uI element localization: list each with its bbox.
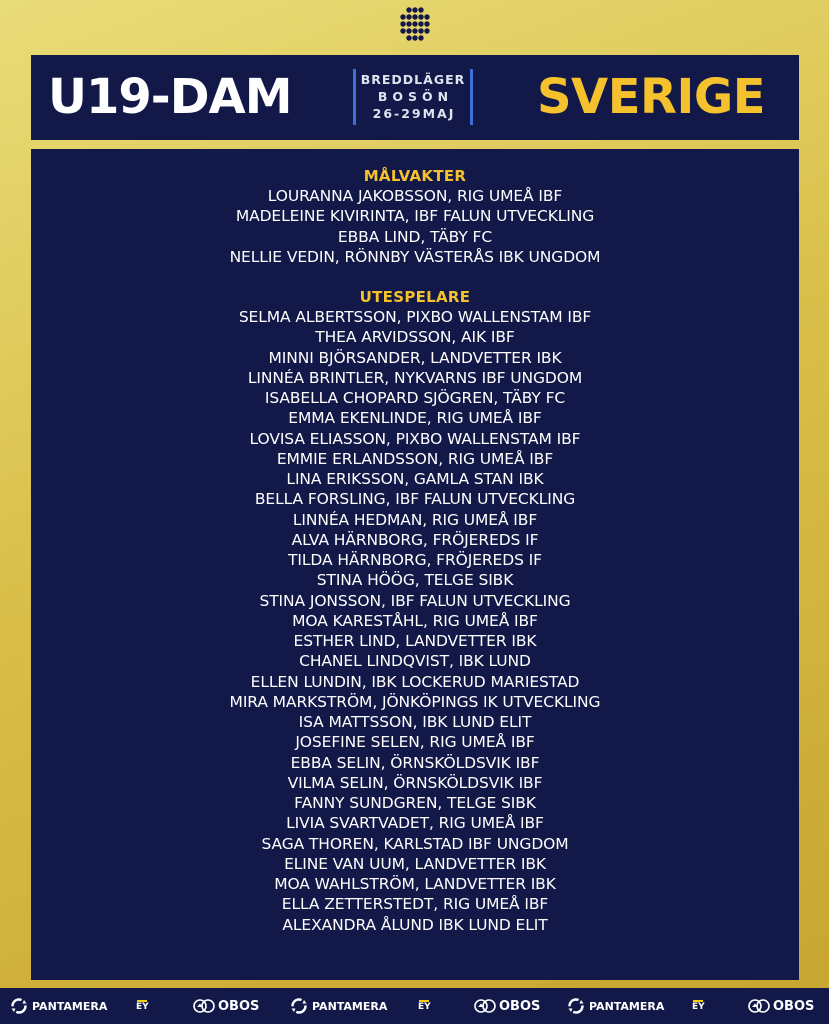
player-row: ALVA HÄRNBORG, FRÖJEREDS IF <box>291 530 539 549</box>
player-row: LINNÉA HEDMAN, RIG UMEÅ IBF <box>292 510 538 529</box>
player-row: EBBA LIND, TÄBY FC <box>337 227 493 246</box>
player-row: STINA JONSSON, IBF FALUN UTVECKLING <box>259 591 571 610</box>
sponsor-label: OBOS <box>773 998 815 1014</box>
player-row: LOURANNA JAKOBSSON, RIG UMEÅ IBF <box>267 187 563 205</box>
player-row: MIRA MARKSTRÖM, JÖNKÖPINGS IK UTVECKLING <box>229 692 601 711</box>
sponsor-label: OBOS <box>499 998 541 1014</box>
player-row: SAGA THOREN, KARLSTAD IBF UNGDOM <box>261 834 569 853</box>
player-row: ESTHER LIND, LANDVETTER IBK <box>293 632 537 650</box>
recycle-arrows-icon <box>567 997 585 1015</box>
sponsor-label: EY <box>136 1002 149 1012</box>
sponsor-pantamera <box>290 988 387 1024</box>
player-row: ISABELLA CHOPARD SJÖGREN, TÄBY FC <box>264 389 566 407</box>
obos-house-icon <box>474 998 496 1014</box>
player-row: CHANEL LINDQVIST, IBK LUND <box>299 652 531 671</box>
player-row: SELMA ALBERTSSON, PIXBO WALLENSTAM IBF <box>238 308 592 326</box>
sponsor-obos <box>748 988 814 1024</box>
sponsor-label: OBOS <box>218 998 260 1014</box>
player-row: THEA ARVIDSSON, AIK IBF <box>315 328 515 347</box>
country-title: SVERIGE <box>536 69 765 125</box>
player-row: EMMIE ERLANDSSON, RIG UMEÅ IBF <box>276 449 554 468</box>
sponsor-ey <box>136 988 149 1024</box>
sponsor-label: EY <box>418 1002 431 1012</box>
camp-location: BOSÖN <box>377 89 454 104</box>
floorball-logo-icon <box>396 4 434 44</box>
sponsor-footer <box>0 988 829 1024</box>
obos-house-icon <box>748 998 770 1014</box>
camp-info <box>353 69 473 125</box>
recycle-arrows-icon <box>290 997 308 1015</box>
recycle-arrows-icon <box>10 997 28 1015</box>
sponsor-ey <box>692 988 705 1024</box>
player-row: ISA MATTSSON, IBK LUND ELIT <box>298 713 532 731</box>
player-row: LINA ERIKSSON, GAMLA STAN IBK <box>286 470 544 488</box>
player-row: VILMA SELIN, ÖRNSKÖLDSVIK IBF <box>287 773 543 792</box>
player-row: LIVIA SVARTVADET, RIG UMEÅ IBF <box>286 814 544 833</box>
player-row: EBBA SELIN, ÖRNSKÖLDSVIK IBF <box>290 753 540 772</box>
header-banner <box>31 55 799 140</box>
sponsor-obos <box>193 988 259 1024</box>
player-row: LOVISA ELIASSON, PIXBO WALLENSTAM IBF <box>249 429 581 448</box>
sponsor-pantamera <box>567 988 664 1024</box>
camp-name: BREDDLÄGER <box>360 72 466 87</box>
goalkeepers-list <box>31 186 799 267</box>
player-row: LINNÉA BRINTLER, NYKVARNS IBF UNGDOM <box>247 368 583 387</box>
player-row: STINA HÖÖG, TELGE SIBK <box>316 571 514 590</box>
roster-panel <box>31 149 799 980</box>
player-row: ALEXANDRA ÅLUND IBK LUND ELIT <box>282 915 548 934</box>
player-row: MOA KARESTÅHL, RIG UMEÅ IBF <box>292 611 538 630</box>
sponsor-label: PANTAMERA <box>589 999 665 1013</box>
player-row: NELLIE VEDIN, RÖNNBY VÄSTERÅS IBK UNGDOM <box>229 247 601 266</box>
player-row: FANNY SUNDGREN, TELGE SIBK <box>294 794 536 812</box>
obos-house-icon <box>193 998 215 1014</box>
sponsor-ey <box>418 988 431 1024</box>
sponsor-label: EY <box>692 1002 705 1012</box>
outfield-heading: UTESPELARE <box>359 288 471 306</box>
player-row: ELLA ZETTERSTEDT, RIG UMEÅ IBF <box>281 895 549 914</box>
player-row: BELLA FORSLING, IBF FALUN UTVECKLING <box>254 490 576 509</box>
sponsor-label: PANTAMERA <box>312 999 388 1013</box>
goalkeepers-heading: MÅLVAKTER <box>363 167 467 185</box>
player-row: MINNI BJÖRSANDER, LANDVETTER IBK <box>268 348 562 367</box>
camp-dates: 26-29MAJ <box>372 106 456 121</box>
player-row: ELINE VAN UUM, LANDVETTER IBK <box>284 854 546 873</box>
sponsor-pantamera <box>10 988 107 1024</box>
outfield-list <box>31 307 799 935</box>
player-row: TILDA HÄRNBORG, FRÖJEREDS IF <box>288 551 542 569</box>
sponsor-label: PANTAMERA <box>32 999 108 1013</box>
player-row: JOSEFINE SELEN, RIG UMEÅ IBF <box>295 733 535 752</box>
sponsor-obos <box>474 988 540 1024</box>
team-title: U19-DAM <box>48 69 292 125</box>
player-row: MADELEINE KIVIRINTA, IBF FALUN UTVECKLING <box>235 207 595 226</box>
player-row: EMMA EKENLINDE, RIG UMEÅ IBF <box>288 409 542 428</box>
player-row: MOA WAHLSTRÖM, LANDVETTER IBK <box>274 875 556 893</box>
player-row: ELLEN LUNDIN, IBK LOCKERUD MARIESTAD <box>250 672 580 691</box>
